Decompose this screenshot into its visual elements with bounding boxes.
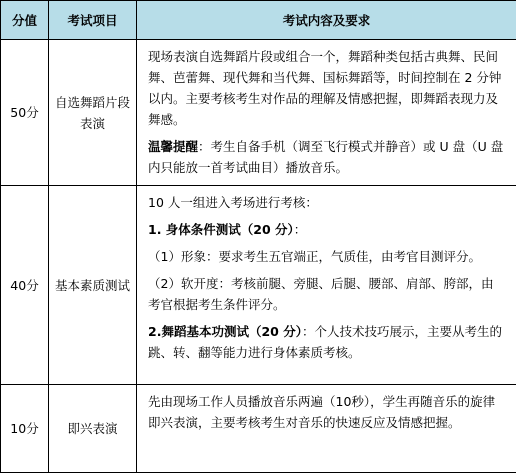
section-colon: ： [294,222,307,237]
table-row [1,40,516,186]
content-paragraph: （1）形象：要求考生五官端正，气质佳，由考官目测评分。 [148,246,504,267]
reminder-text: ：考生自备手机（调至飞行模式并静音）或 U 盘（U 盘内只能放一首考试曲目）播放音乐。 [148,139,503,175]
section-title: 2.舞蹈基本功测试（20 分） [148,324,302,339]
content-intro: 10 人一组进入考场进行考核： [148,192,504,213]
section-text: ：个人技术技巧展示，主要从考生的跳、转、翻等能力进行身体素质考核。 [148,324,502,360]
reminder-paragraph [148,136,504,178]
section-title: 1. 身体条件测试（20 分） [148,222,294,237]
exam-item-cell: 即兴表演 [49,385,137,473]
content-paragraph: 先由现场工作人员播放音乐两遍（10秒），学生再随音乐的旋律即兴表演，主要考核考生对音乐的快速反应及情感把握。 [148,391,504,433]
table-header-row [1,1,516,40]
content-cell [137,186,516,385]
content-paragraph: （2）软开度：考核前腿、旁腿、后腿、腰部、肩部、胯部，由考官根据考生条件评分。 [148,273,504,315]
score-cell: 10分 [1,385,49,473]
score-cell: 40分 [1,186,49,385]
score-cell: 50分 [1,40,49,186]
table-row [1,385,516,473]
exam-item-cell: 基本素质测试 [49,186,137,385]
content-cell [137,385,516,473]
header-exam-item: 考试项目 [49,1,137,40]
reminder-label: 温馨提醒 [148,139,198,154]
header-exam-content: 考试内容及要求 [137,1,516,40]
table-row [1,186,516,385]
content-paragraph: 现场表演自选舞蹈片段或组合一个，舞蹈种类包括古典舞、民间舞、芭蕾舞、现代舞和当代舞、国标舞蹈等，时间控制在 2 分钟以内。主要考核考生对作品的理解及情感把握，即舞蹈表现力及舞感。 [148,46,504,130]
header-score: 分值 [1,1,49,40]
section-paragraph [148,321,504,363]
section-heading [148,219,504,240]
exam-item-cell: 自选舞蹈片段表演 [49,40,137,186]
content-cell [137,40,516,186]
